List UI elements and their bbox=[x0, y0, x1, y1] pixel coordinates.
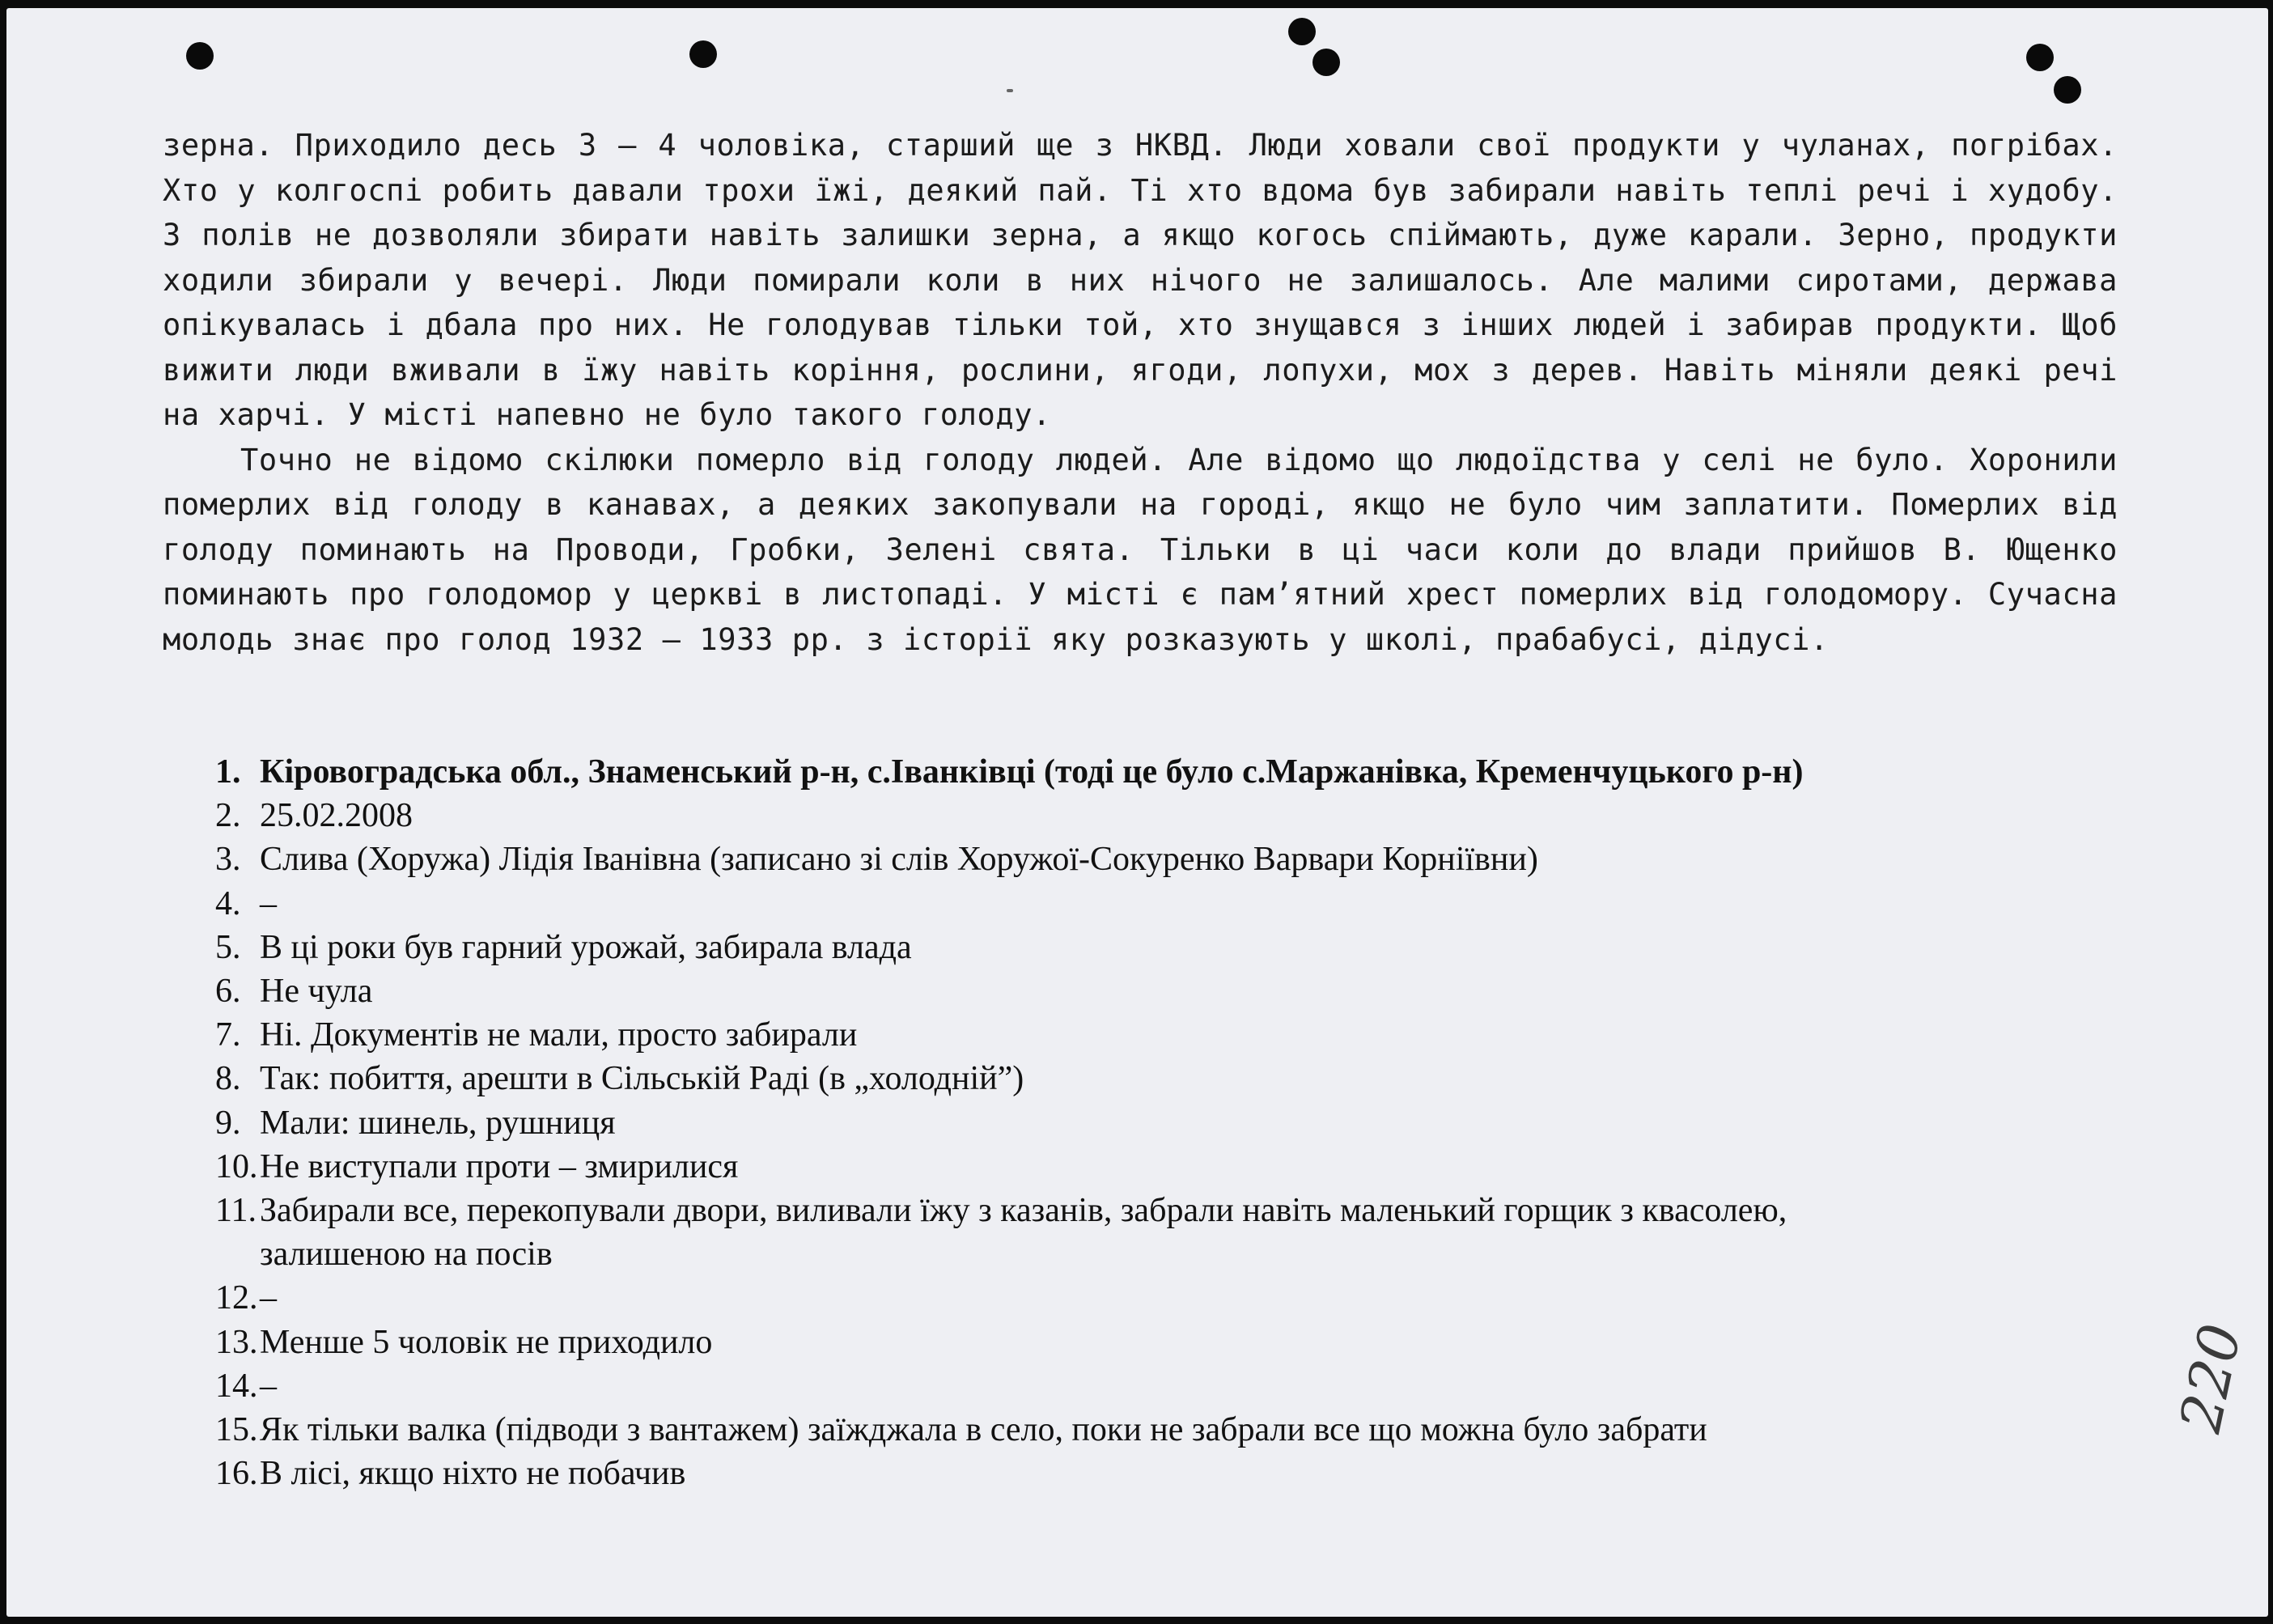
item-text: 25.02.2008 bbox=[260, 797, 413, 835]
item-number: 16. bbox=[215, 1455, 258, 1493]
item-number: 9. bbox=[215, 1104, 241, 1142]
list-item-13 bbox=[215, 1321, 2117, 1364]
list-item-4 bbox=[215, 882, 2117, 926]
item-text: Забирали все, перекопували двори, виливали їжу з казанів, забрали навіть маленький горщик з квасолею, bbox=[260, 1192, 1787, 1230]
item-number: 14. bbox=[215, 1367, 258, 1405]
list-item-7 bbox=[215, 1013, 2117, 1057]
item-number: 2. bbox=[215, 797, 241, 835]
list-item-12 bbox=[215, 1276, 2117, 1320]
item-text: Ні. Документів не мали, просто забирали bbox=[260, 1016, 858, 1054]
narrative-text bbox=[163, 123, 2118, 662]
item-number: 1. bbox=[215, 753, 241, 791]
item-text: Так: побиття, арешти в Сільській Раді (в „холодній”) bbox=[260, 1060, 1024, 1098]
item-text: Менше 5 чоловік не приходило bbox=[260, 1323, 713, 1361]
item-text: Слива (Хоружа) Лідія Іванівна (записано зі слів Хоружої-Сокуренко Варвари Корніївни) bbox=[260, 841, 1538, 879]
item-number: 6. bbox=[215, 973, 241, 1011]
list-item-11 bbox=[215, 1189, 2117, 1232]
list-item-3 bbox=[215, 837, 2117, 881]
item-number: 15. bbox=[215, 1411, 258, 1449]
item-text: В лісі, якщо ніхто не побачив bbox=[260, 1455, 686, 1493]
punch-hole-2 bbox=[689, 40, 717, 68]
item-number: 7. bbox=[215, 1016, 241, 1054]
list-item-11-continuation: залишеною на посів bbox=[260, 1236, 553, 1274]
list-item-9 bbox=[215, 1101, 2117, 1145]
item-number: 4. bbox=[215, 884, 241, 922]
list-item-6 bbox=[215, 969, 2117, 1013]
item-text: В ці роки був гарний урожай, забирала влада bbox=[260, 928, 912, 966]
item-text: – bbox=[260, 1279, 277, 1317]
item-text: – bbox=[260, 884, 277, 922]
list-item-15 bbox=[215, 1408, 2117, 1452]
item-text: Кіровоградська обл., Знаменський р-н, с.Іванківці (тоді це було с.Маржанівка, Кременчуцького р-н) bbox=[260, 753, 1804, 791]
numbered-answers bbox=[215, 750, 2117, 1495]
item-text: Як тільки валка (підводи з вантажем) заїжджала в село, поки не забрали все що можна було забрати bbox=[260, 1411, 1707, 1449]
item-number: 11. bbox=[215, 1192, 257, 1230]
list-item-8 bbox=[215, 1057, 2117, 1100]
item-text: Не виступали проти – змирилися bbox=[260, 1147, 739, 1185]
list-item-1 bbox=[215, 750, 2117, 794]
item-text: – bbox=[260, 1367, 277, 1405]
punch-hole-6 bbox=[2054, 76, 2081, 104]
item-number: 13. bbox=[215, 1323, 258, 1361]
paragraph-1: зерна. Приходило десь 3 – 4 чоловіка, старший ще з НКВД. Люди ховали свої продукти у чуланах, погрібах. Хто у колгоспі робить давали трохи їжі, деякий пай. Ті хто вдома був забирали навіть теплі речі і худобу. З полів не дозволяли збирати навіть залишки зерна, а якщо когось спіймають, дуже карали. Зерно, продукти ходили збирали у вечері. Люди помирали коли в них нічого не залишалось. Але малими сиротами, держава опікувалась і дбала про них. Не голодував тільки той, хто знущався з інших людей і забирав продукти. Щоб вижити люди вживали в їжу навіть коріння, рослини, ягоди, лопухи, мох з дерев. Навіть міняли деякі речі на харчі. У місті напевно не було такого голоду. bbox=[163, 128, 2118, 432]
document-page bbox=[6, 8, 2268, 1617]
item-number: 10. bbox=[215, 1147, 258, 1185]
handwritten-page-number: 220 bbox=[2167, 1318, 2254, 1439]
punch-hole-3 bbox=[1288, 18, 1316, 45]
list-item-10 bbox=[215, 1145, 2117, 1189]
item-number: 12. bbox=[215, 1279, 258, 1317]
item-number: 3. bbox=[215, 841, 241, 879]
list-item-2 bbox=[215, 794, 2117, 837]
item-number: 8. bbox=[215, 1060, 241, 1098]
list-item-5 bbox=[215, 926, 2117, 969]
item-number: 5. bbox=[215, 928, 241, 966]
punch-hole-5 bbox=[2026, 44, 2054, 71]
list-item-16 bbox=[215, 1452, 2117, 1495]
paragraph-2: Точно не відомо скілюки померло від голоду людей. Але відомо що людоїдства у селі не було. Хоронили померлих від голоду в канавах, а деяких закопували на городі, якщо не було чим заплатити. Померлих від голоду поминають на Проводи, Гробки, Зелені свята. Тільки в ці часи коли до влади прийшов В. Ющенко поминають про голодомор у церкві в листопаді. У місті є пам’ятний хрест померлих від голодомору. Сучасна молодь знає про голод 1932 – 1933 рр. з історії яку розказують у школі, прабабусі, дідусі. bbox=[163, 442, 2118, 657]
list-item-14 bbox=[215, 1364, 2117, 1408]
item-text: Мали: шинель, рушниця bbox=[260, 1104, 616, 1142]
punch-hole-4 bbox=[1312, 49, 1340, 76]
punch-hole-1 bbox=[186, 42, 214, 70]
item-text: Не чула bbox=[260, 973, 373, 1011]
paper-speck bbox=[1007, 89, 1013, 92]
